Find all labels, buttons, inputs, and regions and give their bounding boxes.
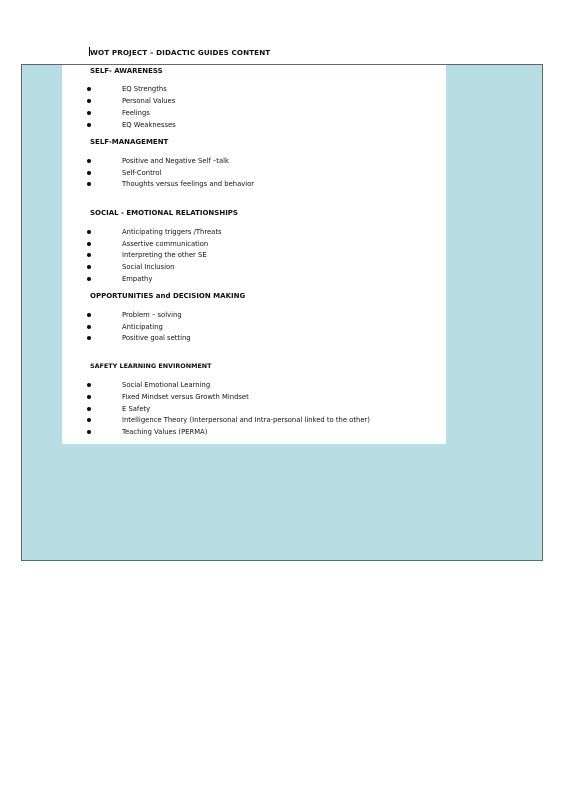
section-heading-social-emotional: SOCIAL - EMOTIONAL RELATIONSHIPS [90, 209, 238, 217]
section-heading-self-awareness: SELF- AWARENESS [90, 67, 163, 75]
section-heading-opportunities: OPPORTUNITIES and DECISION MAKING [90, 292, 246, 300]
bullet-icon [87, 87, 91, 91]
bullet-icon [87, 253, 91, 257]
bullet-icon [87, 230, 91, 234]
bullet-icon [87, 313, 91, 317]
content-panel: SELF- AWARENESS EQ Strengths Personal Values Feelings EQ Weaknesses SELF-MANAGEMENT Positive and Negative Self –talk Self-Control Thoughts versus feelings and behavior SOCIAL - EMOTIONAL RELATIONSHIPS Anticipating triggers /Threats Assertive communication Interpreting the other SE Social Inclusion Empathy OPPORTUNITIES and DECISION MAKING Problem – solving Anticipating Positive goal setting SAFETY LEARNING ENVIRONMENT Social Emotional Learning Fixed Mindset versus Growth Mindset E Safety Intelligence Theory (Interpersonal and Intra-personal linked to the other) Teaching Values (PERMA) [62, 65, 446, 444]
bullet-icon [87, 418, 91, 422]
bullet-icon [87, 395, 91, 399]
bullet-icon [87, 123, 91, 127]
bullet-icon [87, 430, 91, 434]
bullet-icon [87, 159, 91, 163]
bullet-icon [87, 383, 91, 387]
bullet-icon [87, 265, 91, 269]
bullet-icon [87, 277, 91, 281]
section-heading-self-management: SELF-MANAGEMENT [90, 138, 169, 146]
bullet-icon [87, 407, 91, 411]
bullet-icon [87, 171, 91, 175]
bullet-icon [87, 111, 91, 115]
section-heading-safety-learning: SAFETY LEARNING ENVIRONMENT [90, 362, 212, 370]
content-box [21, 64, 543, 561]
bullet-icon [87, 336, 91, 340]
bullet-icon [87, 182, 91, 186]
bullet-icon [87, 325, 91, 329]
bullet-icon [87, 99, 91, 103]
document-title [89, 47, 270, 57]
document-title-text: WOT PROJECT – DIDACTIC GUIDES CONTENT [90, 48, 271, 57]
bullet-icon [87, 242, 91, 246]
